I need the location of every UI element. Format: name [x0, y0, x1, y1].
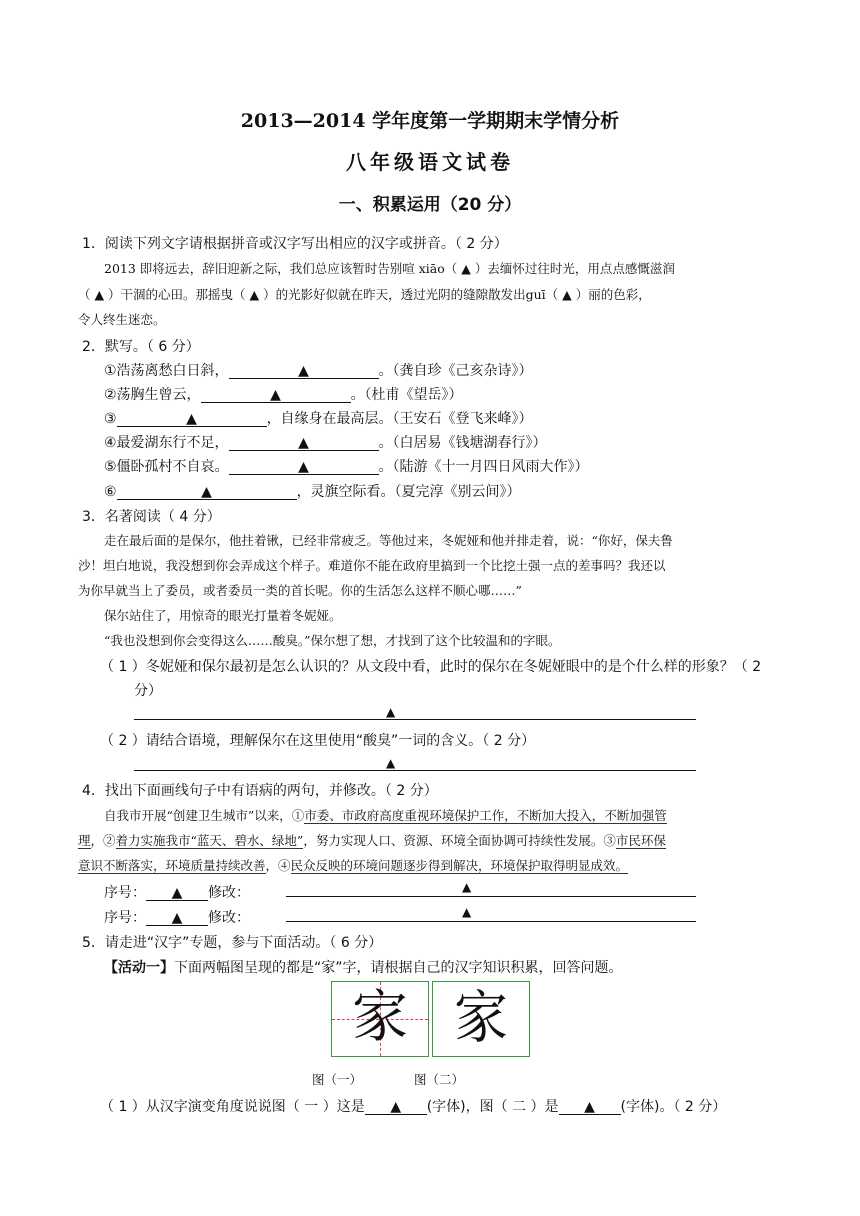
q5-activity: 【活动一】下面两幅图呈现的都是“家”字，请根据自己的汉字知识积累，回答问题。 [104, 960, 623, 976]
answer-line[interactable] [286, 896, 696, 897]
q3-sub1-cont: 分） [134, 683, 162, 699]
answer-marker: ▲ [462, 905, 472, 919]
q3-sub2: （ 2 ）请结合语境，理解保尔在这里使用“酸臭”一词的含义。（ 2 分） [100, 733, 536, 749]
underlined-sentence: 市委、市政府高度重视环境保护工作，不断加大投入，不断加强管 [304, 808, 667, 823]
q2-row: ⑥ ▲ ，灵旗空际看。（夏完淳《别云间》） [104, 484, 521, 500]
q3-passage: 保尔站住了，用惊奇的眼光打量着冬妮娅。 [104, 608, 342, 623]
q4-stem: 4．找出下面画线句子中有语病的两句，并修改。（ 2 分） [82, 783, 438, 799]
q2-row: ④最爱湖东行不足， ▲ 。（白居易《钱塘湖春行》） [104, 435, 547, 451]
figure-1-caption: 图（一） [312, 1072, 363, 1087]
exam-subtitle: 八年级语文试卷 [346, 150, 514, 174]
q2-row: ①浩荡离愁白日斜， ▲ 。（龚自珍《己亥杂诗》） [104, 363, 533, 379]
q1-line1: 2013 即将远去，辞旧迎新之际，我们总应该暂时告别喧 xiāo（ ▲ ）去缅怀过往时光，用点点感慨滋润 [104, 261, 675, 276]
q4-line1: 自我市开展“创建卫生城市”以来，①市委、市政府高度重视环境保护工作，不断加大投入，不断加强管 [104, 808, 667, 823]
answer-line[interactable] [134, 770, 696, 771]
q3-passage: “我也没想到你会变得这么……酸臭。”保尔想了想，才找到了这个比较温和的字眼。 [104, 633, 561, 648]
underlined-sentence: 理 [78, 833, 91, 848]
underlined-sentence: 市民环保 [615, 833, 666, 848]
answer-marker: ▲ [386, 705, 396, 719]
q2-row: ⑤僵卧孤村不自哀。 ▲ 。（陆游《十一月四日风雨大作》） [104, 459, 589, 475]
answer-blank[interactable]: ▲ [117, 485, 297, 500]
section-heading: 一、积累运用（20 分） [338, 195, 522, 215]
sequence-blank[interactable]: ▲ [146, 886, 208, 901]
answer-marker: ▲ [386, 756, 396, 770]
q2-row: ②荡胸生曾云， ▲ 。（杜甫《望岳》） [104, 387, 463, 403]
q3-passage: 为你早就当上了委员，或者委员一类的首长呢。你的生活怎么这样不顺心哪……” [78, 583, 522, 598]
figure-2-zhuanshu: 家 [432, 981, 530, 1057]
q2-stem: 2．默写。（ 6 分） [82, 339, 200, 355]
q3-sub1: （ 1 ）冬妮娅和保尔最初是怎么认识的？从文段中看，此时的保尔在冬妮娅眼中的是个什么样的形象？（ 2 [100, 659, 762, 675]
q1-line2: （ ▲ ）干涸的心田。那摇曳（ ▲ ）的光影好似就在昨天，透过光阴的缝隙散发出guī（ ▲ ）丽的色彩， [78, 287, 651, 302]
q5-sub1: （ 1 ）从汉字演变角度说说图（ 一 ）这是 ▲ (字体)，图（ 二 ）是 ▲ (字体)。（ 2 分） [100, 1099, 727, 1115]
answer-blank[interactable]: ▲ [117, 412, 267, 427]
q4-line2: 理，②着力实施我市“蓝天、碧水、绿地”，努力实现人口、资源、环境全面协调可持续性发展。③市民环保 [78, 833, 666, 848]
q2-row: ③ ▲ ，自缘身在最高层。（王安石《登飞来峰》） [104, 411, 533, 427]
underlined-sentence: 民众反映的环境问题逐步得到解决，环境保护取得明显成效。 [290, 858, 629, 873]
answer-blank[interactable]: ▲ [229, 364, 379, 379]
underlined-sentence: 着力实施我市“蓝天、碧水、绿地” [115, 833, 304, 848]
answer-blank[interactable]: ▲ [229, 460, 379, 475]
q5-stem: 5．请走进“汉字”专题，参与下面活动。（ 6 分） [82, 935, 383, 951]
sequence-blank[interactable]: ▲ [146, 911, 208, 926]
q1-stem: 1．阅读下列文字请根据拼音或汉字写出相应的汉字或拼音。（ 2 分） [82, 236, 508, 252]
answer-marker: ▲ [462, 880, 472, 894]
figure-1-kaishu: 家 [331, 981, 429, 1057]
q4-answer-row: 序号： ▲ 修改： [104, 885, 250, 901]
q4-line3: 意识不断落实，环境质量持续改善，④民众反映的环境问题逐步得到解决，环境保护取得明显成效。 [78, 858, 629, 873]
q3-stem: 3．名著阅读（ 4 分） [82, 509, 221, 525]
q3-passage: 走在最后面的是保尔，他拄着锹，已经非常疲乏。等他过来，冬妮娅和他并排走着，说：“你好，保夫鲁 [104, 533, 673, 548]
answer-line[interactable] [134, 719, 696, 720]
exam-title: 2013—2014 学年度第一学期期末学情分析 [240, 110, 620, 132]
answer-line[interactable] [286, 921, 696, 922]
q4-answer-row: 序号： ▲ 修改： [104, 910, 250, 926]
figure-2-caption: 图（二） [414, 1072, 465, 1087]
answer-blank[interactable]: ▲ [229, 436, 379, 451]
underlined-sentence: 意识不断落实，环境质量持续改善 [78, 858, 266, 873]
answer-blank[interactable]: ▲ [201, 388, 351, 403]
answer-blank[interactable]: ▲ [559, 1100, 621, 1115]
answer-blank[interactable]: ▲ [365, 1100, 427, 1115]
q1-line3: 令人终生迷恋。 [78, 312, 166, 327]
q3-passage: 沙！坦白地说，我没想到你会弄成这个样子。难道你不能在政府里搞到一个比挖土强一点的差事吗？我还以 [78, 558, 666, 573]
